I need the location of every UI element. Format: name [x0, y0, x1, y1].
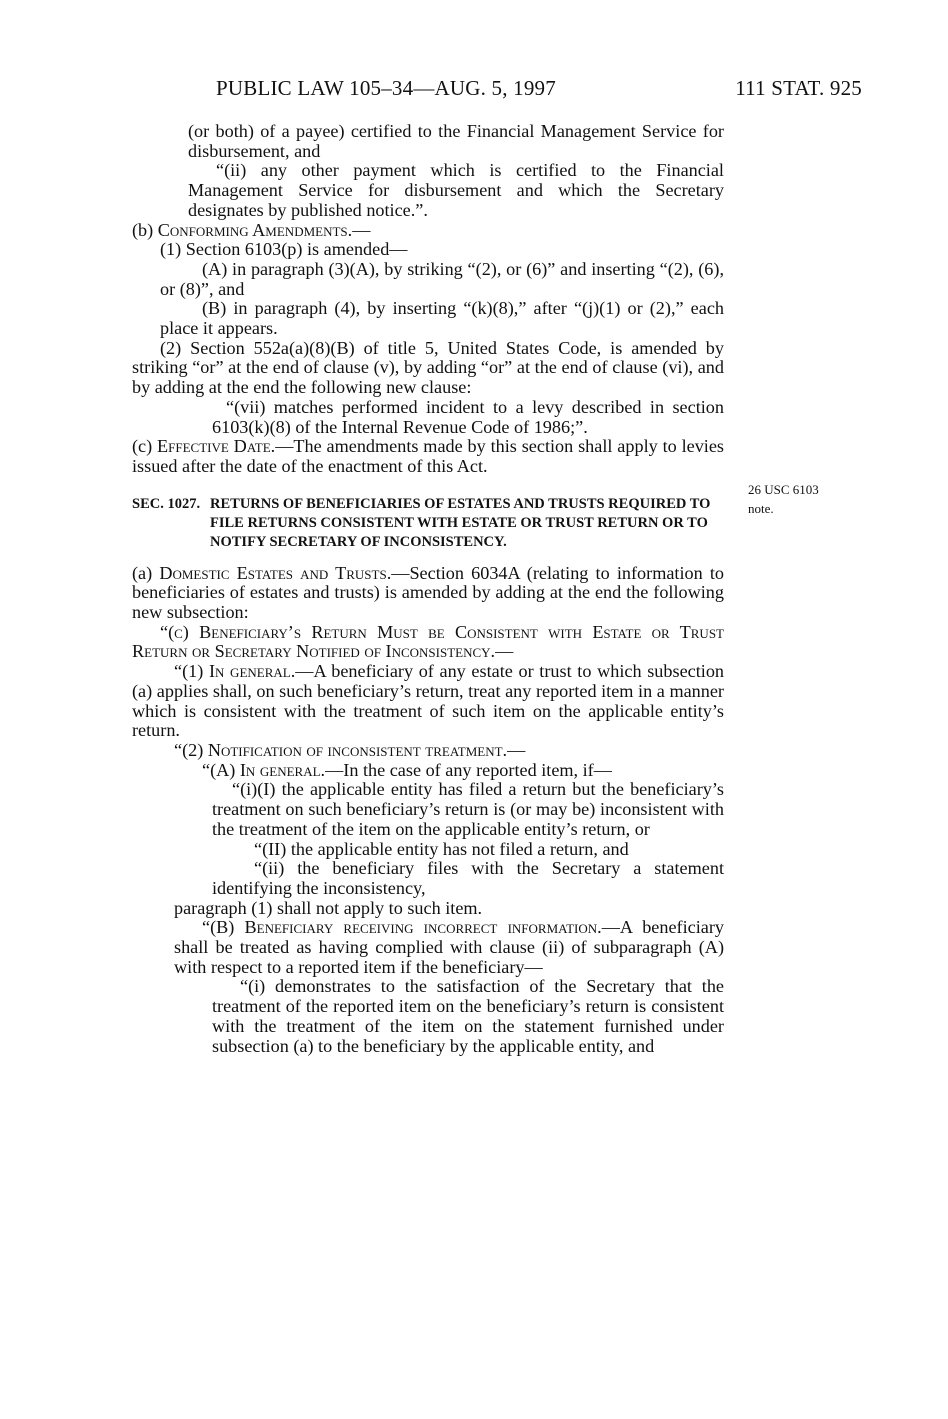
- new-subsection-c-heading: “(c) Beneficiary’s Return Must be Consistent with Estate or Trust Return or Secretary Notified of Inconsistency.—: [132, 621, 724, 662]
- paragraph-1: (1) Section 6103(p) is amended—: [160, 239, 408, 260]
- clause-i-I: “(i)(I) the applicable entity has filed a return but the beneficiary’s treatment on such beneficiary’s return is (or may be) inconsistent with the treatment of the item on the applicable entity’s return, or: [212, 779, 724, 839]
- margin-note-label: note.: [748, 501, 774, 516]
- clause-vii: “(vii) matches performed incident to a levy described in section 6103(k)(8) of the Internal Revenue Code of 1986;”.: [212, 396, 724, 437]
- paragraph-continuation: (or both) of a payee) certified to the Financial Management Service for disbursement, and: [188, 121, 724, 161]
- clause-i-demonstrates: “(i) demonstrates to the satisfaction of the Secretary that the treatment of the reported item on the beneficiary’s return is consistent with the treatment of the item on the statement furnished under subsection (a) to the beneficiary by the applicable entity, and: [212, 976, 724, 1056]
- new-paragraph-1: “(1) In general.—A beneficiary of any estate or trust to which subsection (a) applies shall, on such beneficiary’s return, treat any reported item in a manner which is consistent with the treatment of such item on the applicable entity’s return.: [132, 661, 725, 741]
- section-title: RETURNS OF BENEFICIARIES OF ESTATES AND TRUSTS REQUIRED TO FILE RETURNS CONSISTENT WITH ESTATE OR TRUST RETURN OR TO NOTIFY SECRETARY OF INCONSISTENCY.: [210, 495, 711, 550]
- clause-ii-statement: “(ii) the beneficiary files with the Secretary a statement identifying the inconsistency,: [212, 858, 724, 898]
- paragraph-1-not-apply: paragraph (1) shall not apply to such item.: [174, 897, 483, 918]
- subparagraph-B: (B) in paragraph (4), by inserting “(k)(8),” after “(j)(1) or (2),” each place it appears.: [160, 298, 724, 339]
- subparagraph-A: (A) in paragraph (3)(A), by striking “(2), or (6)” and inserting “(2), (6), or (8)”, and: [160, 258, 724, 299]
- body-text-column: [132, 122, 724, 1056]
- conforming-amendments-heading: Conforming Amendments: [157, 219, 348, 240]
- effective-date-heading: Effective Date: [157, 436, 271, 457]
- subsection-c: (c) Effective Date.—The amendments made by this section shall apply to levies issued after the date of the enactment of this Act.: [132, 436, 724, 476]
- clause-ii: “(ii) any other payment which is certified to the Financial Management Service for disbursement and which the Secretary designates by published notice.”.: [188, 160, 724, 220]
- new-subparagraph-B: “(B) Beneficiary receiving incorrect information.—A beneficiary shall be treated as having complied with clause (ii) of subparagraph (A) with respect to a reported item if the beneficiary—: [174, 917, 725, 977]
- new-subparagraph-A: “(A) In general.—In the case of any reported item, if—: [202, 759, 612, 780]
- running-header-page-citation: 111 STAT. 925: [735, 76, 862, 100]
- margin-note: [748, 480, 819, 518]
- clause-II: “(II) the applicable entity has not filed a return, and: [254, 838, 629, 859]
- subsection-b-heading: (b) Conforming Amendments.—: [132, 219, 371, 240]
- in-general-heading-2: In general: [239, 759, 321, 780]
- section-heading: [132, 495, 724, 552]
- running-header-title: PUBLIC LAW 105–34—AUG. 5, 1997: [216, 76, 556, 100]
- subsection-a: (a) Domestic Estates and Trusts.—Section 6034A (relating to information to beneficiaries of estates and trusts) is amended by adding at the end the following new subsection:: [132, 562, 725, 623]
- incorrect-information-heading: Beneficiary receiving incorrect information: [244, 917, 598, 938]
- margin-note-citation: 26 USC 6103: [748, 482, 819, 497]
- domestic-estates-heading: Domestic Estates and Trusts: [159, 562, 387, 583]
- in-general-heading: In general: [208, 661, 291, 682]
- new-paragraph-2-heading: “(2) Notification of inconsistent treatment.—: [174, 739, 526, 760]
- section-number: SEC. 1027.: [132, 495, 201, 512]
- paragraph-2: (2) Section 552a(a)(8)(B) of title 5, United States Code, is amended by striking “or” at the end of clause (v), by adding “or” at the end of clause (vi), and by adding at the end the following new clause:: [132, 337, 724, 398]
